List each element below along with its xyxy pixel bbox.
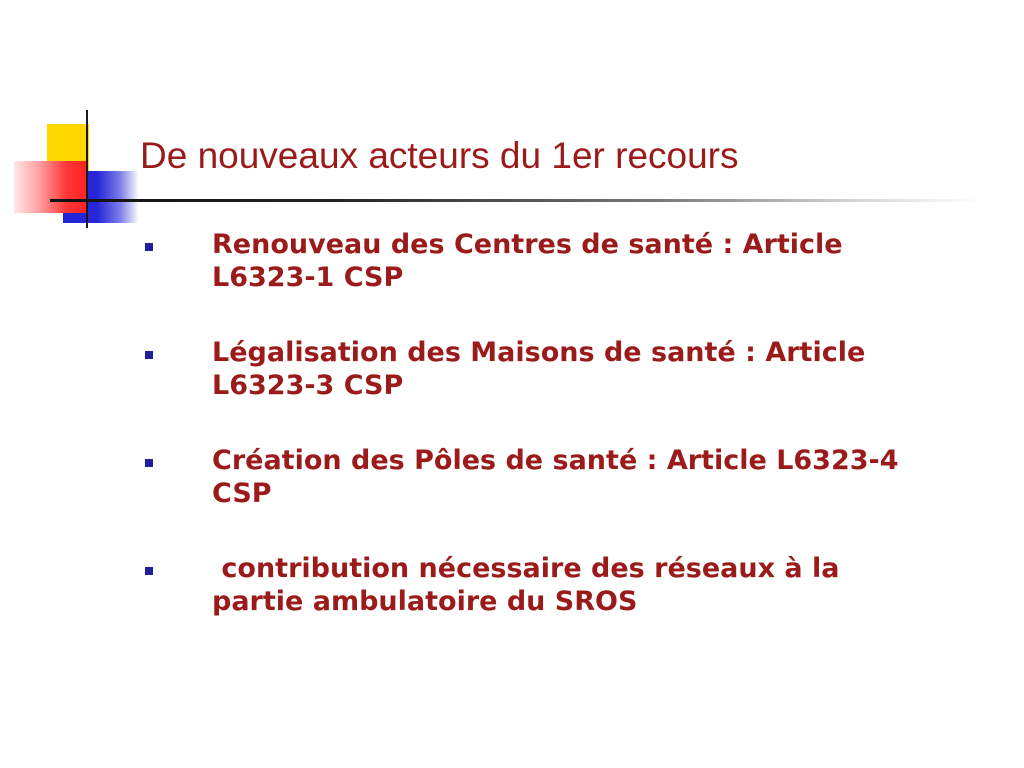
- bullet-square-icon: [145, 567, 153, 575]
- bullet-item: [140, 228, 1000, 294]
- bullet-text: contribution nécessaire des réseaux à la partie ambulatoire du SROS: [212, 553, 840, 617]
- bullet-text: Renouveau des Centres de santé : Article L6323-1 CSP: [212, 229, 843, 293]
- bullet-list: [140, 228, 1000, 660]
- bullet-text: Légalisation des Maisons de santé : Article L6323-3 CSP: [212, 337, 866, 401]
- slide-title: De nouveaux acteurs du 1er recours: [140, 135, 739, 176]
- bullet-item: [140, 444, 1000, 510]
- bullet-square-icon: [145, 351, 153, 359]
- decorative-vertical-line: [86, 110, 88, 228]
- decorative-red-square: [14, 161, 88, 213]
- bullet-item: [140, 552, 1000, 618]
- bullet-square-icon: [145, 459, 153, 467]
- bullet-item: [140, 336, 1000, 402]
- bullet-square-icon: [145, 243, 153, 251]
- bullet-text: Création des Pôles de santé : Article L6323-4 CSP: [212, 445, 899, 509]
- title-underline: [50, 199, 980, 202]
